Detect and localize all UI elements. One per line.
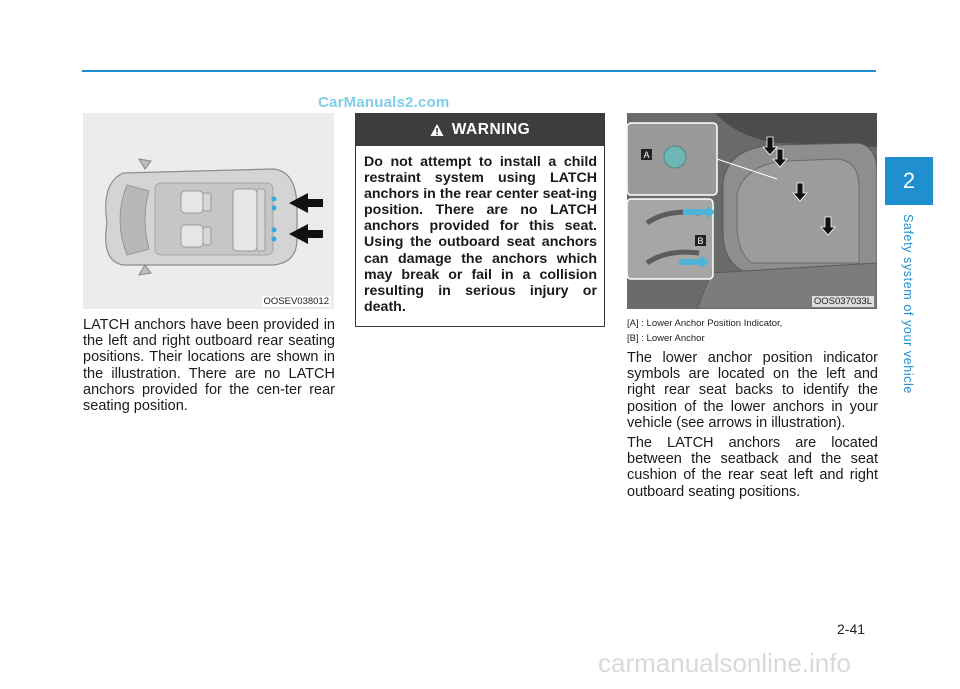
right-paragraph-2: The LATCH anchors are located between the seatback and the seat cushion of the rear seat left and right outboard seating positions. [627,435,878,500]
chapter-title-container [895,214,921,404]
warning-box [355,113,605,327]
warning-heading: WARNING [451,121,531,138]
figure-code-right: OOS037033L [813,296,872,307]
figure-code-left: OOSEV038012 [263,296,329,307]
label-b: B [697,236,704,246]
header-rule [82,70,876,72]
warning-triangle-icon [430,123,444,137]
page-number: 2-41 [837,621,866,637]
rear-seat-figure [627,113,877,309]
chapter-number: 2 [902,168,916,193]
vehicle-top-view-figure [83,113,334,309]
rear-seat-illustration [627,113,877,309]
warning-text: Do not attempt to install a child restraint system using LATCH anchors in the rear center seat-ing position. There are no LATCH anchors provided for this seat. Using the outboard seat anchors can damage the anchors which may break or fail in a collision resulting in serious injury or death. [364,154,597,315]
label-a: A [643,150,650,160]
caption-b: [B] : Lower Anchor [627,333,705,344]
chapter-tab [885,157,933,205]
watermark-top[interactable]: CarManuals2.com [318,94,450,111]
chapter-title: Safety system of your vehicle [901,214,915,394]
warning-header [356,114,604,146]
vehicle-top-view-illustration [83,113,334,309]
right-paragraph-1: The lower anchor position indicator symbols are located on the left and right rear seat backs to identify the position of the lower anchors in your vehicle (see arrows in illustration). [627,350,878,431]
left-paragraph: LATCH anchors have been provided in the left and right outboard rear seating positions. Their locations are shown in the illustration. There are no LATCH anchors provided for the cen-ter rear seating position. [83,317,335,415]
caption-a: [A] : Lower Anchor Position Indicator, [627,318,783,329]
watermark-bottom[interactable]: carmanualsonline.info [598,648,851,678]
